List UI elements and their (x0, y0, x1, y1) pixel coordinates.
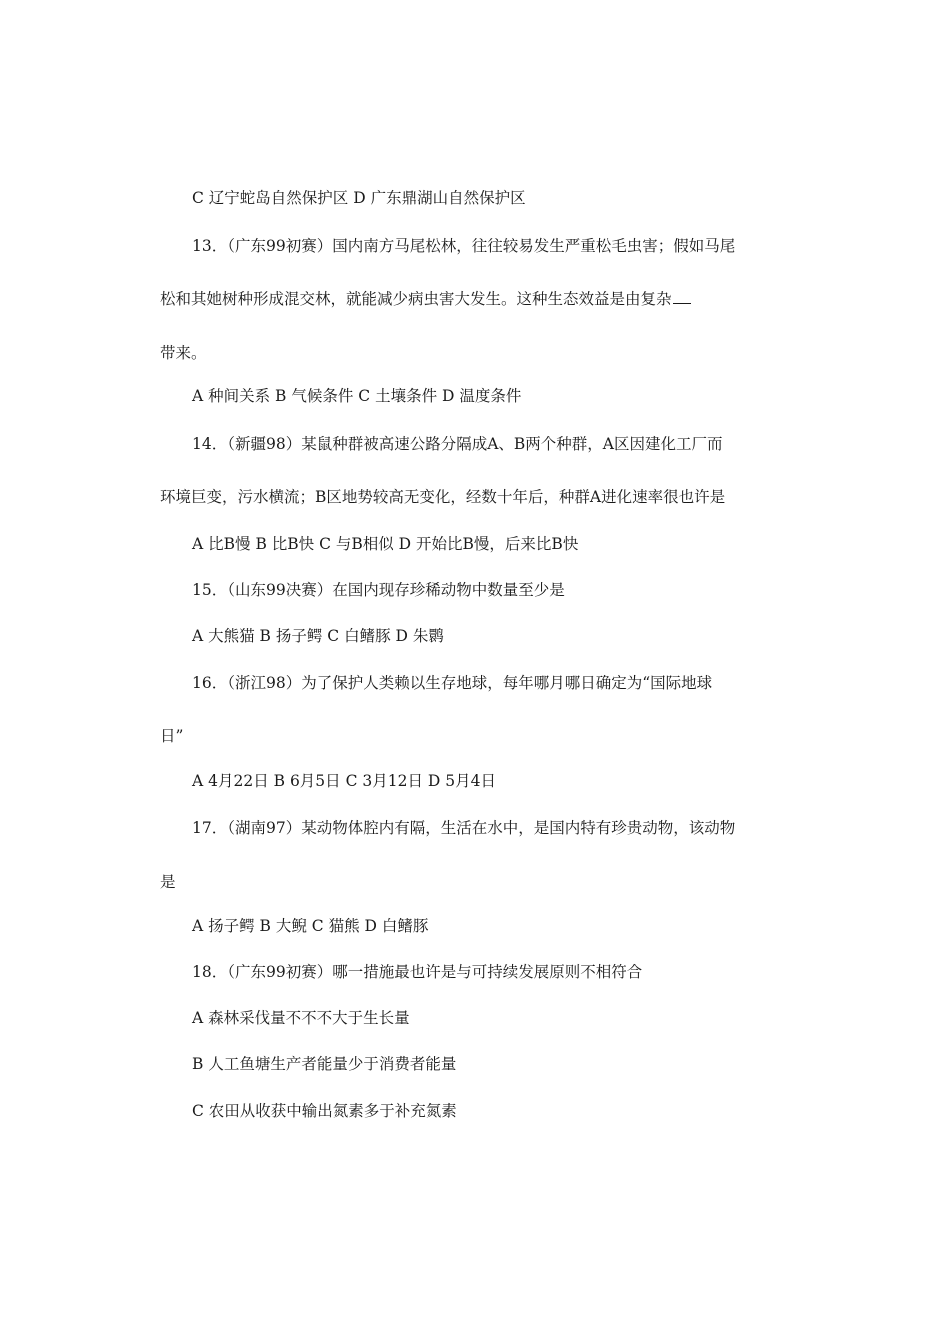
q12-options-cd: C 辽宁蛇岛自然保护区 D 广东鼎湖山自然保护区 (192, 189, 526, 207)
q13-stem-line3: 带来。 (160, 344, 207, 362)
q17-stem-line1: 17．（湖南97）某动物体腔内有隔，生活在水中，是国内特有珍贵动物，该动物 (192, 819, 736, 837)
q16-stem-line1: 16．（浙江98）为了保护人类赖以生存地球，每年哪月哪日确定为“国际地球 (192, 674, 713, 692)
q13-stem-line2 (160, 289, 691, 309)
q13-options: A 种间关系 B 气候条件 C 土壤条件 D 温度条件 (192, 387, 522, 405)
q15-stem: 15．（山东99决赛）在国内现存珍稀动物中数量至少是 (192, 581, 565, 599)
q18-stem: 18．（广东99初赛）哪一措施最也许是与可持续发展原则不相符合 (192, 963, 643, 981)
answer-blank (673, 289, 691, 304)
q13-stem-line1: 13．（广东99初赛）国内南方马尾松林，往往较易发生严重松毛虫害；假如马尾 (192, 237, 736, 255)
q14-stem-line1: 14．（新疆98）某鼠种群被高速公路分隔成A、B两个种群，A区因建化工厂而 (192, 435, 723, 453)
q18-option-c: C 农田从收获中输出氮素多于补充氮素 (192, 1102, 457, 1120)
q13-stem-line2-text: 松和其她树种形成混交林，就能减少病虫害大发生。这种生态效益是由复杂 (160, 290, 672, 308)
q17-options: A 扬子鳄 B 大鲵 C 猫熊 D 白鳍豚 (192, 917, 429, 935)
q18-option-b: B 人工鱼塘生产者能量少于消费者能量 (192, 1055, 457, 1073)
q16-options: A 4月22日 B 6月5日 C 3月12日 D 5月4日 (192, 772, 496, 790)
q17-stem-line2: 是 (160, 873, 176, 891)
q18-option-a: A 森林采伐量不不不大于生长量 (192, 1009, 410, 1027)
q14-stem-line2: 环境巨变，污水横流；B区地势较高无变化，经数十年后，种群A进化速率很也许是 (160, 488, 726, 506)
q15-options: A 大熊猫 B 扬子鳄 C 白鳍豚 D 朱鹮 (192, 627, 444, 645)
q14-options: A 比B慢 B 比B快 C 与B相似 D 开始比B慢，后来比B快 (192, 535, 579, 553)
q16-stem-line2: 日” (160, 727, 184, 745)
